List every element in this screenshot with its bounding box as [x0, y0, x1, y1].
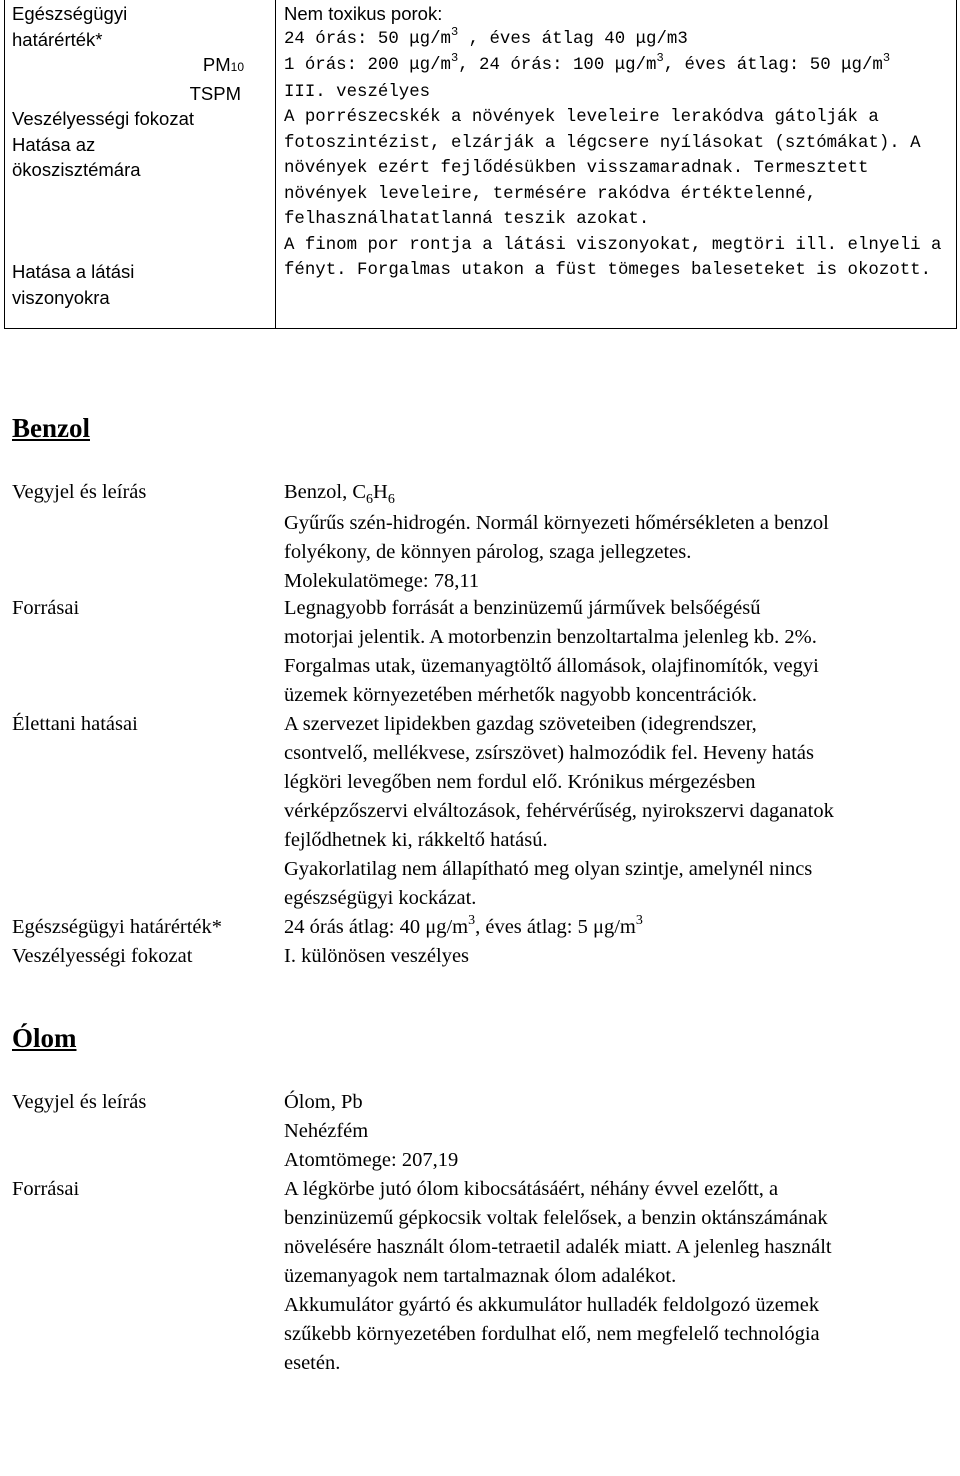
benzol-elettani-value	[284, 710, 950, 913]
text: g/m	[603, 916, 636, 938]
benzol-forrasai-value	[284, 594, 950, 710]
elettani-line: Gyakorlatilag nem állapítható meg olyan szintje, amelynél nincs	[284, 858, 813, 880]
mu-symbol: μ	[841, 56, 852, 75]
label-pm10	[12, 52, 270, 81]
latasi-line: fényt. Forgalmas utakon a füst tömeges baleseteket is okozott.	[284, 261, 932, 280]
mu-symbol: μ	[409, 56, 420, 75]
elettani-line: A szervezet lipidekben gazdag szöveteiben (idegrendszer,	[284, 713, 757, 735]
vegyjel-line: Nehézfém	[284, 1120, 369, 1142]
text: , éves átlag 40	[458, 29, 636, 49]
elettani-line: egészségügyi kockázat.	[284, 887, 477, 909]
superscript: 3	[468, 913, 476, 928]
superscript: 3	[450, 24, 459, 39]
forrasai-line: szűkebb környezetében fordulhat elő, nem megfelelő technológia	[284, 1323, 820, 1345]
forrasai-line: üzemanyagok nem tartalmaznak ólom adalékot.	[284, 1265, 677, 1287]
elettani-line: fejlődhetnek ki, rákkeltő hatású.	[284, 829, 548, 851]
column-divider	[275, 0, 276, 328]
description-line: Molekulatömege: 78,11	[284, 570, 480, 592]
label-vegyjel: Vegyjel és leírás	[12, 481, 147, 503]
label-hatarertek-1: Egészségügyi	[12, 3, 128, 24]
label-okoszisztema-2: ökoszisztémára	[12, 159, 141, 180]
label-elettani: Élettani hatásai	[12, 713, 138, 735]
label-vegyjel: Vegyjel és leírás	[12, 1091, 147, 1113]
label-hatarertek-2: határérték*	[12, 28, 103, 50]
benzol-formula	[284, 478, 950, 509]
text: g/m	[419, 56, 451, 75]
vegyjel-line: Atomtömege: 207,19	[284, 1149, 459, 1171]
okoszisztema-line: növények ezért fejlődésükben visszamaradnak. Termesztett	[284, 159, 869, 178]
tspm-limits	[284, 53, 952, 80]
pm10-subscript: 10	[230, 60, 244, 74]
text: , 24 órás: 100	[458, 56, 615, 75]
forrasai-line: benzinüzemű gépkocsik voltak felelősek, a benzin oktánszámának	[284, 1207, 828, 1229]
superscript: 3	[635, 913, 643, 928]
text: g/m	[625, 56, 657, 75]
benzol-veszelyessegi-value: I. különösen veszélyes	[284, 945, 470, 967]
mu-symbol: μ	[425, 916, 437, 938]
text: 24 órás átlag: 40	[284, 916, 426, 938]
label-tspm: TSPM	[189, 82, 241, 104]
elettani-line: légköri levegőben nem fordul elő. Krónikus mérgezésben	[284, 771, 756, 793]
forrasai-line: esetén.	[284, 1352, 341, 1374]
pm10-limits	[284, 24, 952, 54]
subscript: 6	[366, 492, 373, 507]
section-title-olom: Ólom	[12, 1023, 77, 1053]
label-latasi-1: Hatása a látási	[12, 261, 135, 282]
description-line: Gyűrűs szén-hidrogén. Normál környezeti hőmérsékleten a benzol	[284, 512, 829, 534]
okoszisztema-line: A porrészecskék a növények leveleire lerakódva gátolják a	[284, 108, 879, 127]
heading-nem-toxikus: Nem toxikus porok:	[284, 3, 443, 24]
mu-symbol: μ	[409, 29, 420, 49]
superscript: 3	[882, 51, 891, 65]
label-latasi-2: viszonyokra	[12, 286, 110, 308]
forrasai-line: motorjai jelentik. A motorbenzin benzoltartalma jelenleg kb. 2%.	[284, 626, 817, 648]
section-title-benzol: Benzol	[12, 413, 90, 443]
olom-vegyjel-value	[284, 1088, 950, 1175]
forrasai-line: Legnagyobb forrását a benzinüzemű járművek belsőégésű	[284, 597, 761, 619]
pm10-text: PM	[202, 54, 231, 75]
okoszisztema-line: fotoszintézist, elzárják a légcsere nyílásokat (sztómákat). A	[284, 133, 921, 153]
superscript: 3	[656, 51, 664, 65]
forrasai-line: Akkumulátor gyártó és akkumulátor hulladék feldolgozó üzemek	[284, 1294, 820, 1316]
text: g/m3	[646, 29, 688, 49]
mu-symbol: μ	[614, 56, 626, 75]
label-hatarertek: Egészségügyi határérték*	[12, 916, 223, 938]
forrasai-line: A légkörbe jutó ólom kibocsátásáért, néhány évvel ezelőtt, a	[284, 1178, 779, 1200]
text: 1 órás: 200	[284, 56, 410, 75]
label-veszelyessegi: Veszélyességi fokozat	[12, 108, 195, 129]
dust-properties-table	[4, 0, 957, 329]
text: H	[373, 481, 388, 503]
text: g/m	[436, 916, 469, 938]
text: g/m	[851, 56, 883, 75]
forrasai-line: üzemek környezetében mérhetők nagyobb koncentrációk.	[284, 684, 758, 706]
forrasai-line: növelésére használt ólom-tetraetil adalék miatt. A jelenleg használt	[284, 1236, 832, 1258]
value-column	[284, 1, 952, 284]
text: , éves átlag: 5	[475, 916, 593, 938]
mu-symbol: μ	[592, 916, 604, 938]
hatarertek-line	[284, 913, 950, 944]
benzol-vegyjel-value	[284, 478, 950, 596]
benzol-hatarertek-value	[284, 913, 950, 944]
okoszisztema-line: növények leveleire, termésére rakódva értéktelenné,	[284, 184, 817, 204]
label-okoszisztema-1: Hatása az	[12, 133, 96, 155]
text: 24 órás: 50	[284, 29, 410, 49]
label-forrasai: Forrásai	[12, 597, 80, 619]
subscript: 6	[387, 492, 395, 507]
text: Benzol, C	[284, 481, 366, 503]
mu-symbol: μ	[635, 29, 647, 49]
text: , éves átlag: 50	[663, 56, 842, 75]
olom-forrasai-value	[284, 1175, 950, 1378]
vegyjel-line: Ólom, Pb	[284, 1091, 363, 1113]
latasi-line: A finom por rontja a látási viszonyokat, megtöri ill. elnyeli a	[284, 235, 942, 255]
label-forrasai: Forrásai	[12, 1178, 80, 1200]
elettani-line: vérképzőszervi elváltozások, fehérvérűség, nyirokszervi daganatok	[284, 800, 834, 822]
okoszisztema-line: felhasználhatatlanná teszik azokat.	[284, 210, 650, 229]
text: g/m	[419, 29, 451, 49]
superscript: 3	[450, 51, 459, 65]
label-veszelyessegi: Veszélyességi fokozat	[12, 945, 193, 967]
elettani-line: csontvelő, mellékvese, zsírszövet) halmozódik fel. Heveny hatás	[284, 742, 814, 764]
veszelyessegi-value: III. veszélyes	[284, 82, 431, 102]
description-line: folyékony, de könnyen párolog, szaga jellegzetes.	[284, 541, 692, 563]
forrasai-line: Forgalmas utak, üzemanyagtöltő állomások, olajfinomítók, vegyi	[284, 655, 819, 677]
label-column	[12, 1, 270, 310]
